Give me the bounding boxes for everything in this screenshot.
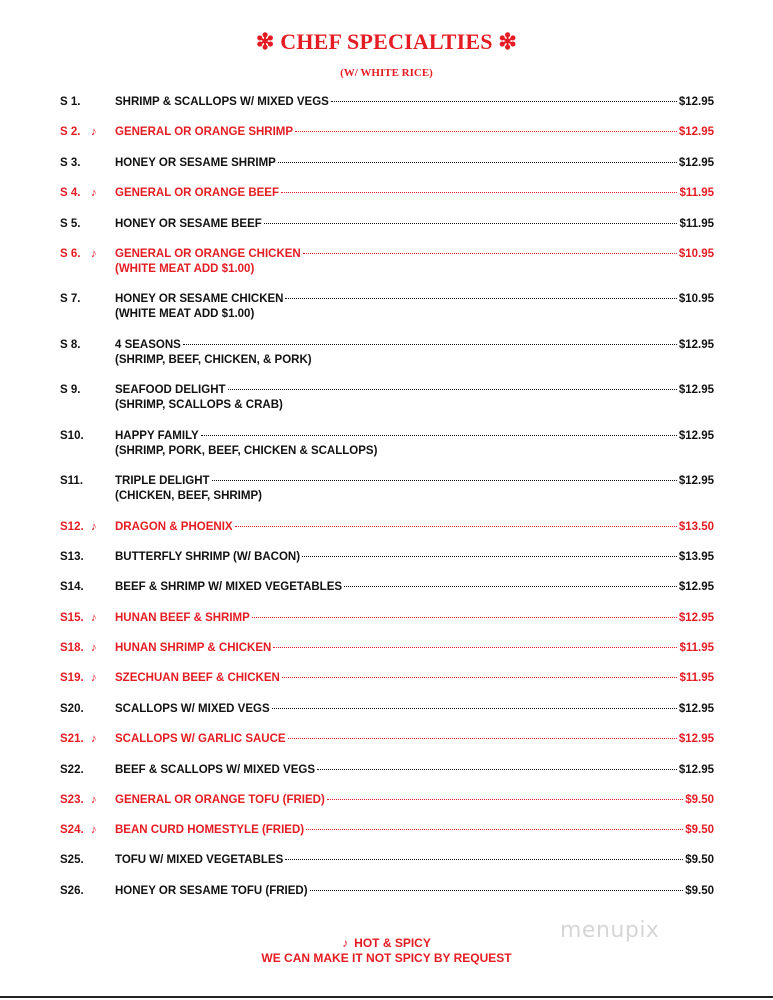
menu-subtitle: (W/ WHITE RICE) [340, 67, 433, 79]
bottom-divider [0, 996, 773, 998]
menu-item [60, 429, 714, 459]
item-note: (SHRIMP, BEEF, CHICKEN, & PORK) [115, 354, 312, 366]
item-price: $13.95 [678, 551, 714, 563]
pepper-icon: ♪ [91, 612, 97, 624]
menu-item [60, 671, 714, 686]
menu-item [60, 793, 714, 808]
item-code: S23. [60, 794, 84, 806]
item-price: $13.50 [678, 521, 714, 533]
item-line [115, 186, 714, 201]
pepper-icon: ♪ [91, 187, 97, 199]
item-line [115, 156, 714, 171]
item-name: HONEY OR SESAME TOFU (FRIED) [115, 885, 308, 897]
item-name: SEAFOOD DELIGHT [115, 384, 226, 396]
menu-item [60, 520, 714, 535]
item-name: BEEF & SCALLOPS W/ MIXED VEGS [115, 764, 315, 776]
item-code: S 5. [60, 218, 81, 230]
item-price: $11.95 [679, 187, 714, 199]
item-name: HONEY OR SESAME SHRIMP [115, 157, 276, 169]
dot-leader [295, 131, 677, 132]
menu-item [60, 641, 714, 656]
dot-leader [285, 298, 676, 299]
dot-leader [331, 101, 677, 102]
dot-leader [252, 617, 677, 618]
item-name: BUTTERFLY SHRIMP (W/ BACON) [115, 551, 301, 563]
item-name: TOFU W/ MIXED VEGETABLES [115, 854, 284, 866]
dot-leader [344, 586, 677, 587]
item-price: $11.95 [679, 672, 714, 684]
item-name: DRAGON & PHOENIX [115, 521, 233, 533]
dot-leader [285, 859, 683, 860]
item-line [115, 520, 714, 535]
item-price: $12.95 [678, 430, 714, 442]
item-name: HAPPY FAMILY [115, 430, 199, 442]
menu-item [60, 383, 714, 413]
dot-leader [282, 677, 678, 678]
item-code: S19. [60, 672, 84, 684]
pepper-icon: ♪ [91, 733, 97, 745]
menu-item [60, 550, 714, 565]
pepper-icon: ♪ [91, 794, 97, 806]
dot-leader [273, 647, 677, 648]
dot-leader [288, 738, 677, 739]
item-line [115, 793, 714, 808]
menu-item [60, 580, 714, 595]
item-code: S20. [60, 703, 84, 715]
item-price: $12.95 [678, 96, 714, 108]
menu-item [60, 156, 714, 171]
pepper-icon: ♪ [91, 824, 97, 836]
item-price: $12.95 [678, 733, 714, 745]
menu-item [60, 338, 714, 368]
menu-item [60, 702, 714, 717]
item-price: $9.50 [685, 854, 714, 866]
item-code: S11. [60, 475, 84, 487]
menu-item [60, 732, 714, 747]
item-line [115, 641, 714, 656]
dot-leader [278, 162, 677, 163]
item-code: S22. [60, 764, 84, 776]
pepper-icon: ♪ [91, 521, 97, 533]
pepper-icon: ♪ [91, 248, 97, 260]
item-code: S15. [60, 612, 84, 624]
item-line [115, 383, 714, 398]
menu-item [60, 186, 714, 201]
dot-leader [264, 223, 678, 224]
menu-title: ❇ CHEF SPECIALTIES ❇ [255, 29, 518, 54]
item-code: S 8. [60, 339, 81, 351]
item-code: S24. [60, 824, 84, 836]
dot-leader [201, 435, 677, 436]
dot-leader [281, 192, 677, 193]
item-code: S 6. [60, 248, 81, 260]
item-code: S10. [60, 430, 84, 442]
watermark: menupix [560, 918, 660, 943]
item-line [115, 732, 714, 747]
item-name: TRIPLE DELIGHT [115, 475, 210, 487]
item-name: 4 SEASONS [115, 339, 181, 351]
menu-item [60, 95, 714, 110]
item-name: GENERAL OR ORANGE TOFU (FRIED) [115, 794, 325, 806]
item-price: $12.95 [678, 126, 714, 138]
item-line [115, 292, 714, 307]
menu-item [60, 292, 714, 322]
item-line [115, 550, 714, 565]
item-price: $12.95 [678, 384, 714, 396]
item-code: S18. [60, 642, 84, 654]
item-name: HUNAN BEEF & SHRIMP [115, 612, 250, 624]
item-price: $9.50 [685, 794, 714, 806]
item-price: $11.95 [679, 642, 714, 654]
item-note: (SHRIMP, SCALLOPS & CRAB) [115, 399, 283, 411]
dot-leader [228, 389, 677, 390]
item-price: $10.95 [678, 248, 714, 260]
menu-item [60, 884, 714, 899]
dot-leader [327, 799, 683, 800]
spicy-legend-label: HOT & SPICY [354, 936, 431, 950]
item-line [115, 217, 714, 232]
item-line [115, 247, 714, 262]
item-name: BEAN CURD HOMESTYLE (FRIED) [115, 824, 305, 836]
item-line [115, 853, 714, 868]
item-price: $12.95 [678, 764, 714, 776]
menu-item [60, 853, 714, 868]
item-code: S26. [60, 885, 84, 897]
dot-leader [272, 708, 677, 709]
spicy-note: WE CAN MAKE IT NOT SPICY BY REQUEST [261, 951, 512, 965]
item-name: HONEY OR SESAME CHICKEN [115, 293, 284, 305]
item-name: SCALLOPS W/ GARLIC SAUCE [115, 733, 286, 745]
menu-item [60, 474, 714, 504]
item-name: HUNAN SHRIMP & CHICKEN [115, 642, 272, 654]
item-code: S 3. [60, 157, 81, 169]
item-line [115, 95, 714, 110]
item-line [115, 611, 714, 626]
item-name: GENERAL OR ORANGE CHICKEN [115, 248, 301, 260]
item-price: $12.95 [678, 475, 714, 487]
item-price: $12.95 [678, 339, 714, 351]
dot-leader [302, 556, 677, 557]
pepper-icon: ♪ [91, 642, 97, 654]
dot-leader [303, 253, 677, 254]
item-name: HONEY OR SESAME BEEF [115, 218, 262, 230]
item-name: SHRIMP & SCALLOPS W/ MIXED VEGS [115, 96, 329, 108]
item-line [115, 884, 714, 899]
menu-item [60, 611, 714, 626]
dot-leader [306, 829, 683, 830]
item-code: S14. [60, 581, 84, 593]
pepper-icon: ♪ [342, 936, 349, 950]
item-name: SCALLOPS W/ MIXED VEGS [115, 703, 270, 715]
dot-leader [317, 769, 677, 770]
item-price: $12.95 [678, 581, 714, 593]
item-code: S 2. [60, 126, 81, 138]
item-note: (WHITE MEAT ADD $1.00) [115, 308, 255, 320]
item-code: S21. [60, 733, 84, 745]
menu-item [60, 247, 714, 277]
menu-item [60, 125, 714, 140]
item-price: $12.95 [678, 612, 714, 624]
item-code: S 7. [60, 293, 81, 305]
pepper-icon: ♪ [91, 672, 97, 684]
menu-item [60, 763, 714, 778]
item-line [115, 125, 714, 140]
item-line [115, 474, 714, 489]
item-code: S25. [60, 854, 84, 866]
dot-leader [310, 890, 684, 891]
item-price: $12.95 [678, 157, 714, 169]
item-price: $9.50 [685, 824, 714, 836]
item-code: S 9. [60, 384, 81, 396]
item-price: $12.95 [678, 703, 714, 715]
item-name: GENERAL OR ORANGE BEEF [115, 187, 279, 199]
item-note: (SHRIMP, PORK, BEEF, CHICKEN & SCALLOPS) [115, 445, 378, 457]
item-name: GENERAL OR ORANGE SHRIMP [115, 126, 294, 138]
item-price: $10.95 [678, 293, 714, 305]
item-line [115, 671, 714, 686]
item-note: (CHICKEN, BEEF, SHRIMP) [115, 490, 262, 502]
item-code: S 4. [60, 187, 81, 199]
item-line [115, 823, 714, 838]
item-price: $9.50 [685, 885, 714, 897]
item-line [115, 763, 714, 778]
item-code: S 1. [60, 96, 81, 108]
menu-item [60, 823, 714, 838]
item-line [115, 429, 714, 444]
menu-item [60, 217, 714, 232]
dot-leader [235, 526, 677, 527]
dot-leader [212, 480, 677, 481]
item-line [115, 702, 714, 717]
item-name: SZECHUAN BEEF & CHICKEN [115, 672, 280, 684]
item-price: $11.95 [679, 218, 714, 230]
item-note: (WHITE MEAT ADD $1.00) [115, 263, 255, 275]
item-name: BEEF & SHRIMP W/ MIXED VEGETABLES [115, 581, 343, 593]
item-line [115, 338, 714, 353]
item-code: S12. [60, 521, 84, 533]
dot-leader [183, 344, 677, 345]
pepper-icon: ♪ [91, 126, 97, 138]
item-line [115, 580, 714, 595]
item-code: S13. [60, 551, 84, 563]
